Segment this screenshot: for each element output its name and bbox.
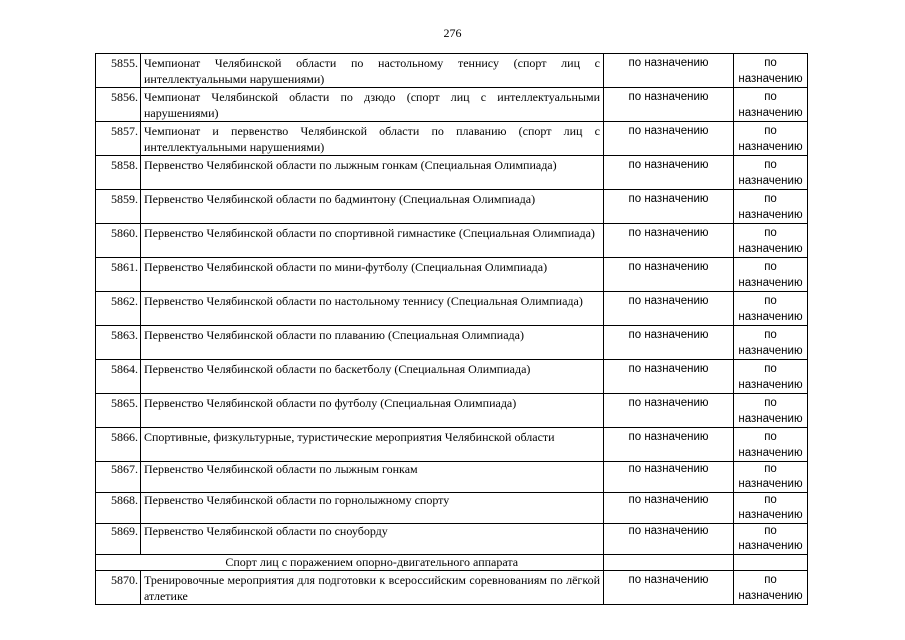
row-number: 5863. <box>96 326 141 360</box>
funding-column-1: по назначению <box>604 571 734 605</box>
table-row <box>96 292 808 326</box>
row-number: 5858. <box>96 156 141 190</box>
row-number: 5855. <box>96 54 141 88</box>
table-row <box>96 326 808 360</box>
row-number: 5862. <box>96 292 141 326</box>
funding-column-2: по назначению <box>734 571 808 605</box>
table-row <box>96 88 808 122</box>
funding-column-1: по назначению <box>604 394 734 428</box>
row-number: 5859. <box>96 190 141 224</box>
funding-column-1: по назначению <box>604 122 734 156</box>
funding-column-1: по назначению <box>604 326 734 360</box>
event-name: Первенство Челябинской области по лыжным гонкам (Специальная Олимпиада) <box>141 156 604 190</box>
event-name: Чемпионат Челябинской области по дзюдо (спорт лиц с интеллектуальными нарушениями) <box>141 88 604 122</box>
funding-column-2: по назначению <box>734 292 808 326</box>
section-heading-empty-2 <box>734 555 808 571</box>
row-number: 5865. <box>96 394 141 428</box>
funding-column-1: по назначению <box>604 54 734 88</box>
funding-column-2: по назначению <box>734 224 808 258</box>
funding-column-2: по назначению <box>734 156 808 190</box>
funding-column-2: по назначению <box>734 428 808 462</box>
funding-column-2: по назначению <box>734 326 808 360</box>
section-heading-row <box>96 555 808 571</box>
row-number: 5864. <box>96 360 141 394</box>
funding-column-2: по назначению <box>734 394 808 428</box>
event-name: Тренировочные мероприятия для подготовки к всероссийским соревнованиям по лёгкой атлетике <box>141 571 604 605</box>
event-name: Первенство Челябинской области по горнолыжному спорту <box>141 493 604 524</box>
funding-column-2: по назначению <box>734 524 808 555</box>
event-name: Первенство Челябинской области по баскетболу (Специальная Олимпиада) <box>141 360 604 394</box>
table-row <box>96 156 808 190</box>
funding-column-2: по назначению <box>734 360 808 394</box>
table-row <box>96 428 808 462</box>
event-name: Первенство Челябинской области по футболу (Специальная Олимпиада) <box>141 394 604 428</box>
table-row <box>96 190 808 224</box>
event-name: Чемпионат и первенство Челябинской области по плаванию (спорт лиц с интеллектуальными нарушениями) <box>141 122 604 156</box>
funding-column-1: по назначению <box>604 258 734 292</box>
section-heading: Спорт лиц с поражением опорно-двигательного аппарата <box>141 555 604 571</box>
event-name: Первенство Челябинской области по спортивной гимнастике (Специальная Олимпиада) <box>141 224 604 258</box>
section-heading-num <box>96 555 141 571</box>
row-number: 5866. <box>96 428 141 462</box>
event-name: Первенство Челябинской области по сноуборду <box>141 524 604 555</box>
funding-column-1: по назначению <box>604 493 734 524</box>
table-row <box>96 493 808 524</box>
row-number: 5861. <box>96 258 141 292</box>
row-number: 5869. <box>96 524 141 555</box>
table-row <box>96 224 808 258</box>
funding-column-2: по назначению <box>734 462 808 493</box>
event-name: Спортивные, физкультурные, туристические мероприятия Челябинской области <box>141 428 604 462</box>
section-heading-empty-1 <box>604 555 734 571</box>
funding-column-1: по назначению <box>604 224 734 258</box>
funding-column-1: по назначению <box>604 462 734 493</box>
event-name: Первенство Челябинской области по мини-футболу (Специальная Олимпиада) <box>141 258 604 292</box>
row-number: 5867. <box>96 462 141 493</box>
row-number: 5857. <box>96 122 141 156</box>
events-table <box>95 53 808 605</box>
funding-column-2: по назначению <box>734 258 808 292</box>
table-row <box>96 462 808 493</box>
row-number: 5868. <box>96 493 141 524</box>
funding-column-2: по назначению <box>734 122 808 156</box>
funding-column-1: по назначению <box>604 156 734 190</box>
row-number: 5856. <box>96 88 141 122</box>
table-row <box>96 571 808 605</box>
row-number: 5860. <box>96 224 141 258</box>
table-row <box>96 122 808 156</box>
funding-column-1: по назначению <box>604 190 734 224</box>
table-row <box>96 360 808 394</box>
event-name: Первенство Челябинской области по настольному теннису (Специальная Олимпиада) <box>141 292 604 326</box>
table-row <box>96 54 808 88</box>
page-number: 276 <box>443 26 462 40</box>
event-name: Первенство Челябинской области по лыжным гонкам <box>141 462 604 493</box>
funding-column-2: по назначению <box>734 54 808 88</box>
funding-column-1: по назначению <box>604 292 734 326</box>
row-number: 5870. <box>96 571 141 605</box>
table-row <box>96 258 808 292</box>
funding-column-2: по назначению <box>734 493 808 524</box>
table-row <box>96 394 808 428</box>
funding-column-1: по назначению <box>604 524 734 555</box>
funding-column-2: по назначению <box>734 190 808 224</box>
event-name: Первенство Челябинской области по плаванию (Специальная Олимпиада) <box>141 326 604 360</box>
events-table-body <box>96 54 808 605</box>
funding-column-2: по назначению <box>734 88 808 122</box>
funding-column-1: по назначению <box>604 88 734 122</box>
table-row <box>96 524 808 555</box>
funding-column-1: по назначению <box>604 428 734 462</box>
event-name: Первенство Челябинской области по бадминтону (Специальная Олимпиада) <box>141 190 604 224</box>
funding-column-1: по назначению <box>604 360 734 394</box>
event-name: Чемпионат Челябинской области по настольному теннису (спорт лиц с интеллектуальными нарушениями) <box>141 54 604 88</box>
